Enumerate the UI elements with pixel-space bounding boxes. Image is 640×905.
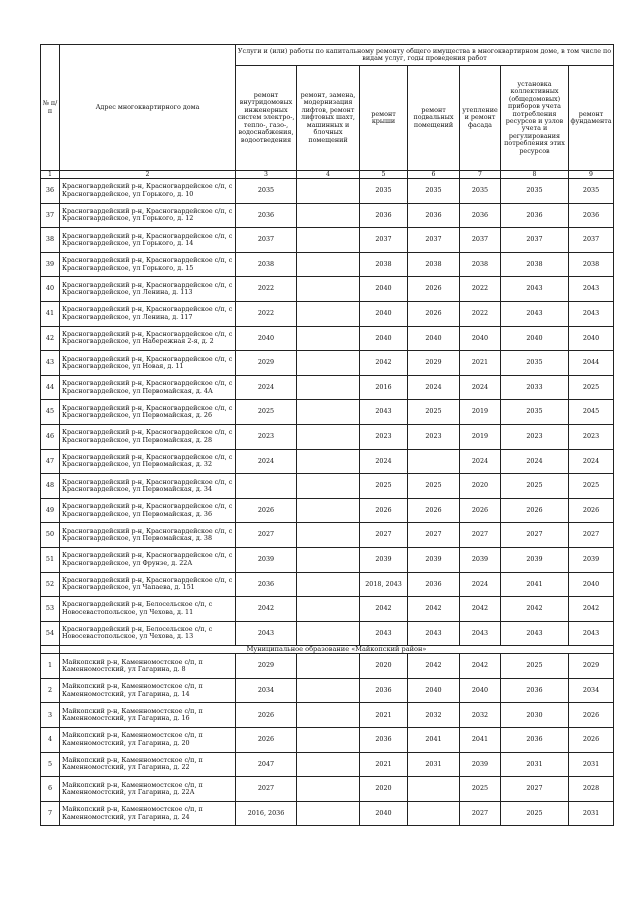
table-row: [41, 703, 614, 728]
year-meters: 2040: [501, 326, 569, 351]
year-foundation: 2035: [569, 179, 614, 204]
year-basement: [408, 801, 460, 826]
year-foundation: 2026: [569, 728, 614, 753]
address-cell: Красногвардейский р-н, Красногвардейское с/п, с Красногвардейское, ул Первомайская, д. 34: [60, 474, 236, 499]
year-roof: 2042: [360, 351, 408, 376]
year-elevators: [297, 597, 360, 622]
table-body-krasnogvardeysky: [41, 179, 614, 646]
year-roof: 2039: [360, 547, 408, 572]
year-engineering-systems: 2040: [236, 326, 297, 351]
address-cell: Красногвардейский р-н, Красногвардейское с/п, с Красногвардейское, ул Первомайская, д. 36: [60, 498, 236, 523]
year-foundation: 2024: [569, 449, 614, 474]
year-elevators: [297, 301, 360, 326]
year-elevators: [297, 252, 360, 277]
year-engineering-systems: 2042: [236, 597, 297, 622]
year-foundation: 2029: [569, 654, 614, 679]
header-work-meters: установка коллективных (общедомовых) приборов учета потребления ресурсов и узлов учета и регулирования потребления этих ресурсов: [501, 66, 569, 171]
year-elevators: [297, 523, 360, 548]
repair-schedule-table: [40, 44, 614, 826]
table-row: [41, 728, 614, 753]
year-roof: 2040: [360, 326, 408, 351]
year-basement: 2043: [408, 621, 460, 646]
year-facade: 2038: [460, 252, 501, 277]
row-number: 53: [41, 597, 60, 622]
address-cell: Красногвардейский р-н, Красногвардейское с/п, с Красногвардейское, ул Первомайская, д. 32: [60, 449, 236, 474]
year-facade: 2042: [460, 597, 501, 622]
year-roof: 2043: [360, 400, 408, 425]
table-row: [41, 654, 614, 679]
table-row: [41, 326, 614, 351]
year-elevators: [297, 277, 360, 302]
year-elevators: [297, 449, 360, 474]
address-cell: Красногвардейский р-н, Красногвардейское с/п, с Красногвардейское, ул Первомайская, д. 28: [60, 424, 236, 449]
address-cell: Красногвардейский р-н, Красногвардейское с/п, с Красногвардейское, ул Горького, д. 15: [60, 252, 236, 277]
year-basement: 2040: [408, 678, 460, 703]
year-basement: 2039: [408, 547, 460, 572]
year-meters: 2033: [501, 375, 569, 400]
column-index: 7: [460, 171, 501, 179]
table-row: [41, 179, 614, 204]
table-row: [41, 474, 614, 499]
year-engineering-systems: 2039: [236, 547, 297, 572]
year-engineering-systems: 2016, 2036: [236, 801, 297, 826]
year-foundation: 2039: [569, 547, 614, 572]
year-engineering-systems: 2047: [236, 752, 297, 777]
year-engineering-systems: 2024: [236, 375, 297, 400]
column-index: 8: [501, 171, 569, 179]
year-foundation: 2026: [569, 703, 614, 728]
row-number: 5: [41, 752, 60, 777]
year-elevators: [297, 498, 360, 523]
year-facade: 2019: [460, 424, 501, 449]
year-facade: 2020: [460, 474, 501, 499]
year-foundation: 2043: [569, 621, 614, 646]
year-foundation: 2028: [569, 777, 614, 802]
row-number: 40: [41, 277, 60, 302]
header-work-foundation: ремонт фундамента: [569, 66, 614, 171]
year-meters: 2039: [501, 547, 569, 572]
address-cell: Майкопский р-н, Каменномостское с/п, п Каменномостский, ул Гагарина, д. 22А: [60, 777, 236, 802]
row-number: 49: [41, 498, 60, 523]
table-body-maykopsky: [41, 654, 614, 826]
year-facade: 2019: [460, 400, 501, 425]
table-row: [41, 228, 614, 253]
year-engineering-systems: 2026: [236, 728, 297, 753]
address-cell: Майкопский р-н, Каменномостское с/п, п Каменномостский, ул Гагарина, д. 20: [60, 728, 236, 753]
year-meters: 2025: [501, 654, 569, 679]
table-row: [41, 498, 614, 523]
address-cell: Красногвардейский р-н, Красногвардейское с/п, с Красногвардейское, ул Фрунзе, д. 22А: [60, 547, 236, 572]
year-foundation: 2025: [569, 474, 614, 499]
column-index-row: [41, 171, 614, 179]
table-row: [41, 523, 614, 548]
year-meters: 2024: [501, 449, 569, 474]
table-row: [41, 678, 614, 703]
table-row: [41, 301, 614, 326]
table-row: [41, 400, 614, 425]
address-cell: Красногвардейский р-н, Красногвардейское с/п, с Красногвардейское, ул Первомайская, д. 38: [60, 523, 236, 548]
year-meters: 2026: [501, 498, 569, 523]
year-engineering-systems: 2025: [236, 400, 297, 425]
year-foundation: 2031: [569, 752, 614, 777]
year-meters: 2035: [501, 179, 569, 204]
year-foundation: 2042: [569, 597, 614, 622]
table-row: [41, 375, 614, 400]
year-elevators: [297, 179, 360, 204]
header-work-basement: ремонт подвальных помещений: [408, 66, 460, 171]
address-cell: Красногвардейский р-н, Красногвардейское с/п, с Красногвардейское, ул Ленина, д. 117: [60, 301, 236, 326]
year-engineering-systems: [236, 474, 297, 499]
year-roof: 2040: [360, 301, 408, 326]
row-number: 37: [41, 203, 60, 228]
table-row: [41, 203, 614, 228]
row-number: 46: [41, 424, 60, 449]
address-cell: Красногвардейский р-н, Красногвардейское с/п, с Красногвардейское, ул Первомайская, д. 26: [60, 400, 236, 425]
row-number: 47: [41, 449, 60, 474]
address-cell: Майкопский р-н, Каменномостское с/п, п Каменномостский, ул Гагарина, д. 22: [60, 752, 236, 777]
row-number: 52: [41, 572, 60, 597]
year-basement: [408, 449, 460, 474]
year-meters: 2037: [501, 228, 569, 253]
year-roof: 2020: [360, 654, 408, 679]
row-number: 41: [41, 301, 60, 326]
year-roof: 2026: [360, 498, 408, 523]
year-basement: 2026: [408, 301, 460, 326]
year-foundation: 2023: [569, 424, 614, 449]
year-elevators: [297, 351, 360, 376]
section-header-group: [41, 646, 614, 654]
year-facade: 2027: [460, 523, 501, 548]
year-roof: 2037: [360, 228, 408, 253]
header-work-facade: утепление и ремонт фасада: [460, 66, 501, 171]
row-number: 1: [41, 654, 60, 679]
year-basement: 2041: [408, 728, 460, 753]
year-facade: 2041: [460, 728, 501, 753]
address-cell: Красногвардейский р-н, Красногвардейское с/п, с Красногвардейское, ул Горького, д. 12: [60, 203, 236, 228]
year-foundation: 2040: [569, 326, 614, 351]
year-roof: 2043: [360, 621, 408, 646]
year-meters: 2031: [501, 752, 569, 777]
year-engineering-systems: 2035: [236, 179, 297, 204]
year-facade: 2024: [460, 449, 501, 474]
year-elevators: [297, 424, 360, 449]
address-cell: Майкопский р-н, Каменномостское с/п, п Каменномостский, ул Гагарина, д. 14: [60, 678, 236, 703]
year-elevators: [297, 703, 360, 728]
year-basement: 2040: [408, 326, 460, 351]
year-foundation: 2026: [569, 498, 614, 523]
year-foundation: 2036: [569, 203, 614, 228]
year-facade: 2042: [460, 654, 501, 679]
year-elevators: [297, 203, 360, 228]
year-basement: 2032: [408, 703, 460, 728]
year-roof: 2016: [360, 375, 408, 400]
row-number: 51: [41, 547, 60, 572]
column-index: 9: [569, 171, 614, 179]
column-index: 4: [297, 171, 360, 179]
address-cell: Майкопский р-н, Каменномостское с/п, п Каменномостский, ул Гагарина, д. 24: [60, 801, 236, 826]
year-basement: 2037: [408, 228, 460, 253]
table-row: [41, 449, 614, 474]
column-index: 5: [360, 171, 408, 179]
year-foundation: 2034: [569, 678, 614, 703]
year-engineering-systems: 2036: [236, 203, 297, 228]
year-engineering-systems: 2043: [236, 621, 297, 646]
year-elevators: [297, 654, 360, 679]
year-facade: 2037: [460, 228, 501, 253]
year-facade: 2043: [460, 621, 501, 646]
year-basement: 2026: [408, 277, 460, 302]
year-roof: 2018, 2043: [360, 572, 408, 597]
row-number: 3: [41, 703, 60, 728]
address-cell: Красногвардейский р-н, Красногвардейское с/п, с Красногвардейское, ул Ленина, д. 113: [60, 277, 236, 302]
address-cell: Майкопский р-н, Каменномостское с/п, п Каменномостский, ул Гагарина, д. 8: [60, 654, 236, 679]
year-roof: 2040: [360, 801, 408, 826]
header-work-elevators: ремонт, замена, модернизация лифтов, ремонт лифтовых шахт, машинных и блочных помещений: [297, 66, 360, 171]
header-work-group: Услуги и (или) работы по капитальному ремонту общего имущества в многоквартирном доме, в том числе по видам услуг, годы проведения работ: [236, 45, 614, 66]
year-roof: 2036: [360, 728, 408, 753]
row-number: 45: [41, 400, 60, 425]
year-roof: 2038: [360, 252, 408, 277]
year-engineering-systems: 2029: [236, 351, 297, 376]
year-engineering-systems: 2027: [236, 777, 297, 802]
table-row: [41, 801, 614, 826]
column-index: 2: [60, 171, 236, 179]
address-cell: Красногвардейский р-н, Белосельское с/п, с Новосевастопольское, ул Чехова, д. 11: [60, 597, 236, 622]
year-meters: 2043: [501, 277, 569, 302]
table-row: [41, 252, 614, 277]
table-row: [41, 572, 614, 597]
address-cell: Красногвардейский р-н, Красногвардейское с/п, с Красногвардейское, ул Набережная 2-я, д. 2: [60, 326, 236, 351]
address-cell: Красногвардейский р-н, Красногвардейское с/п, с Красногвардейское, ул Новая, д. 11: [60, 351, 236, 376]
year-foundation: 2025: [569, 375, 614, 400]
year-basement: 2026: [408, 498, 460, 523]
year-facade: 2027: [460, 801, 501, 826]
row-number: 54: [41, 621, 60, 646]
row-number: 39: [41, 252, 60, 277]
section-title: Муниципальное образование «Майкопский район»: [60, 646, 614, 654]
row-number: 44: [41, 375, 60, 400]
year-elevators: [297, 777, 360, 802]
year-engineering-systems: 2023: [236, 424, 297, 449]
year-roof: 2023: [360, 424, 408, 449]
year-meters: 2036: [501, 203, 569, 228]
year-elevators: [297, 326, 360, 351]
year-meters: 2041: [501, 572, 569, 597]
year-basement: 2031: [408, 752, 460, 777]
row-number: 42: [41, 326, 60, 351]
year-meters: 2036: [501, 678, 569, 703]
year-meters: 2027: [501, 777, 569, 802]
year-elevators: [297, 728, 360, 753]
row-number: 2: [41, 678, 60, 703]
year-facade: 2040: [460, 326, 501, 351]
year-meters: 2035: [501, 400, 569, 425]
address-cell: Красногвардейский р-н, Красногвардейское с/п, с Красногвардейское, ул Чапаева, д. 151: [60, 572, 236, 597]
year-basement: [408, 777, 460, 802]
row-number: 48: [41, 474, 60, 499]
year-elevators: [297, 547, 360, 572]
header-number: № п/п: [41, 45, 60, 171]
year-engineering-systems: 2022: [236, 277, 297, 302]
year-basement: 2025: [408, 474, 460, 499]
year-basement: 2036: [408, 203, 460, 228]
year-basement: 2036: [408, 572, 460, 597]
document-page: [40, 44, 613, 826]
year-engineering-systems: 2037: [236, 228, 297, 253]
year-roof: 2027: [360, 523, 408, 548]
year-roof: 2040: [360, 277, 408, 302]
year-basement: 2035: [408, 179, 460, 204]
table-row: [41, 547, 614, 572]
year-basement: 2042: [408, 654, 460, 679]
address-cell: Красногвардейский р-н, Красногвардейское с/п, с Красногвардейское, ул Первомайская, д. 4А: [60, 375, 236, 400]
year-facade: 2039: [460, 752, 501, 777]
year-facade: 2024: [460, 572, 501, 597]
year-facade: 2021: [460, 351, 501, 376]
year-facade: 2035: [460, 179, 501, 204]
year-meters: 2027: [501, 523, 569, 548]
year-meters: 2043: [501, 621, 569, 646]
year-facade: 2036: [460, 203, 501, 228]
year-elevators: [297, 801, 360, 826]
year-elevators: [297, 572, 360, 597]
year-basement: 2027: [408, 523, 460, 548]
header-address: Адрес многоквартирного дома: [60, 45, 236, 171]
year-roof: 2042: [360, 597, 408, 622]
row-number: 43: [41, 351, 60, 376]
column-index: 3: [236, 171, 297, 179]
year-engineering-systems: 2024: [236, 449, 297, 474]
table-row: [41, 752, 614, 777]
year-elevators: [297, 400, 360, 425]
year-elevators: [297, 752, 360, 777]
section-spacer: [41, 646, 60, 654]
year-facade: 2022: [460, 301, 501, 326]
year-engineering-systems: 2022: [236, 301, 297, 326]
year-engineering-systems: 2026: [236, 498, 297, 523]
header-work-roof: ремонт крыши: [360, 66, 408, 171]
year-elevators: [297, 375, 360, 400]
year-foundation: 2037: [569, 228, 614, 253]
year-basement: 2042: [408, 597, 460, 622]
year-meters: 2023: [501, 424, 569, 449]
table-row: [41, 777, 614, 802]
year-foundation: 2040: [569, 572, 614, 597]
year-meters: 2043: [501, 301, 569, 326]
year-basement: 2025: [408, 400, 460, 425]
year-meters: 2038: [501, 252, 569, 277]
year-facade: 2039: [460, 547, 501, 572]
year-meters: 2035: [501, 351, 569, 376]
year-engineering-systems: 2038: [236, 252, 297, 277]
year-engineering-systems: 2036: [236, 572, 297, 597]
year-engineering-systems: 2029: [236, 654, 297, 679]
year-elevators: [297, 228, 360, 253]
year-roof: 2036: [360, 203, 408, 228]
year-foundation: 2031: [569, 801, 614, 826]
table-row: [41, 621, 614, 646]
row-number: 36: [41, 179, 60, 204]
address-cell: Красногвардейский р-н, Красногвардейское с/п, с Красногвардейское, ул Горького, д. 14: [60, 228, 236, 253]
year-meters: 2036: [501, 728, 569, 753]
address-cell: Майкопский р-н, Каменномостское с/п, п Каменномостский, ул Гагарина, д. 16: [60, 703, 236, 728]
header-work-engineering-systems: ремонт внутридомовых инженерных систем электро-, тепло-, газо-, водоснабжения, водоотведения: [236, 66, 297, 171]
year-facade: 2024: [460, 375, 501, 400]
row-number: 38: [41, 228, 60, 253]
year-elevators: [297, 621, 360, 646]
year-meters: 2025: [501, 474, 569, 499]
address-cell: Красногвардейский р-н, Белосельское с/п, с Новосевастопольское, ул Чехова, д. 13: [60, 621, 236, 646]
row-number: 6: [41, 777, 60, 802]
column-index: 6: [408, 171, 460, 179]
year-elevators: [297, 678, 360, 703]
year-basement: 2024: [408, 375, 460, 400]
year-roof: 2020: [360, 777, 408, 802]
year-facade: 2032: [460, 703, 501, 728]
year-foundation: 2043: [569, 301, 614, 326]
section-row: [41, 646, 614, 654]
year-engineering-systems: 2034: [236, 678, 297, 703]
table-row: [41, 277, 614, 302]
year-roof: 2021: [360, 752, 408, 777]
year-roof: 2025: [360, 474, 408, 499]
row-number: 4: [41, 728, 60, 753]
year-roof: 2036: [360, 678, 408, 703]
year-roof: 2024: [360, 449, 408, 474]
year-meters: 2042: [501, 597, 569, 622]
year-facade: 2022: [460, 277, 501, 302]
address-cell: Красногвардейский р-н, Красногвардейское с/п, с Красногвардейское, ул Горького, д. 10: [60, 179, 236, 204]
year-facade: 2026: [460, 498, 501, 523]
year-foundation: 2027: [569, 523, 614, 548]
year-roof: 2035: [360, 179, 408, 204]
year-foundation: 2038: [569, 252, 614, 277]
row-number: 7: [41, 801, 60, 826]
year-elevators: [297, 474, 360, 499]
year-basement: 2023: [408, 424, 460, 449]
column-index: 1: [41, 171, 60, 179]
year-foundation: 2045: [569, 400, 614, 425]
year-engineering-systems: 2027: [236, 523, 297, 548]
table-row: [41, 351, 614, 376]
table-row: [41, 424, 614, 449]
year-roof: 2021: [360, 703, 408, 728]
year-meters: 2030: [501, 703, 569, 728]
year-foundation: 2044: [569, 351, 614, 376]
year-facade: 2025: [460, 777, 501, 802]
year-meters: 2025: [501, 801, 569, 826]
year-basement: 2038: [408, 252, 460, 277]
year-facade: 2040: [460, 678, 501, 703]
table-row: [41, 597, 614, 622]
year-engineering-systems: 2026: [236, 703, 297, 728]
row-number: 50: [41, 523, 60, 548]
year-basement: 2029: [408, 351, 460, 376]
year-foundation: 2043: [569, 277, 614, 302]
